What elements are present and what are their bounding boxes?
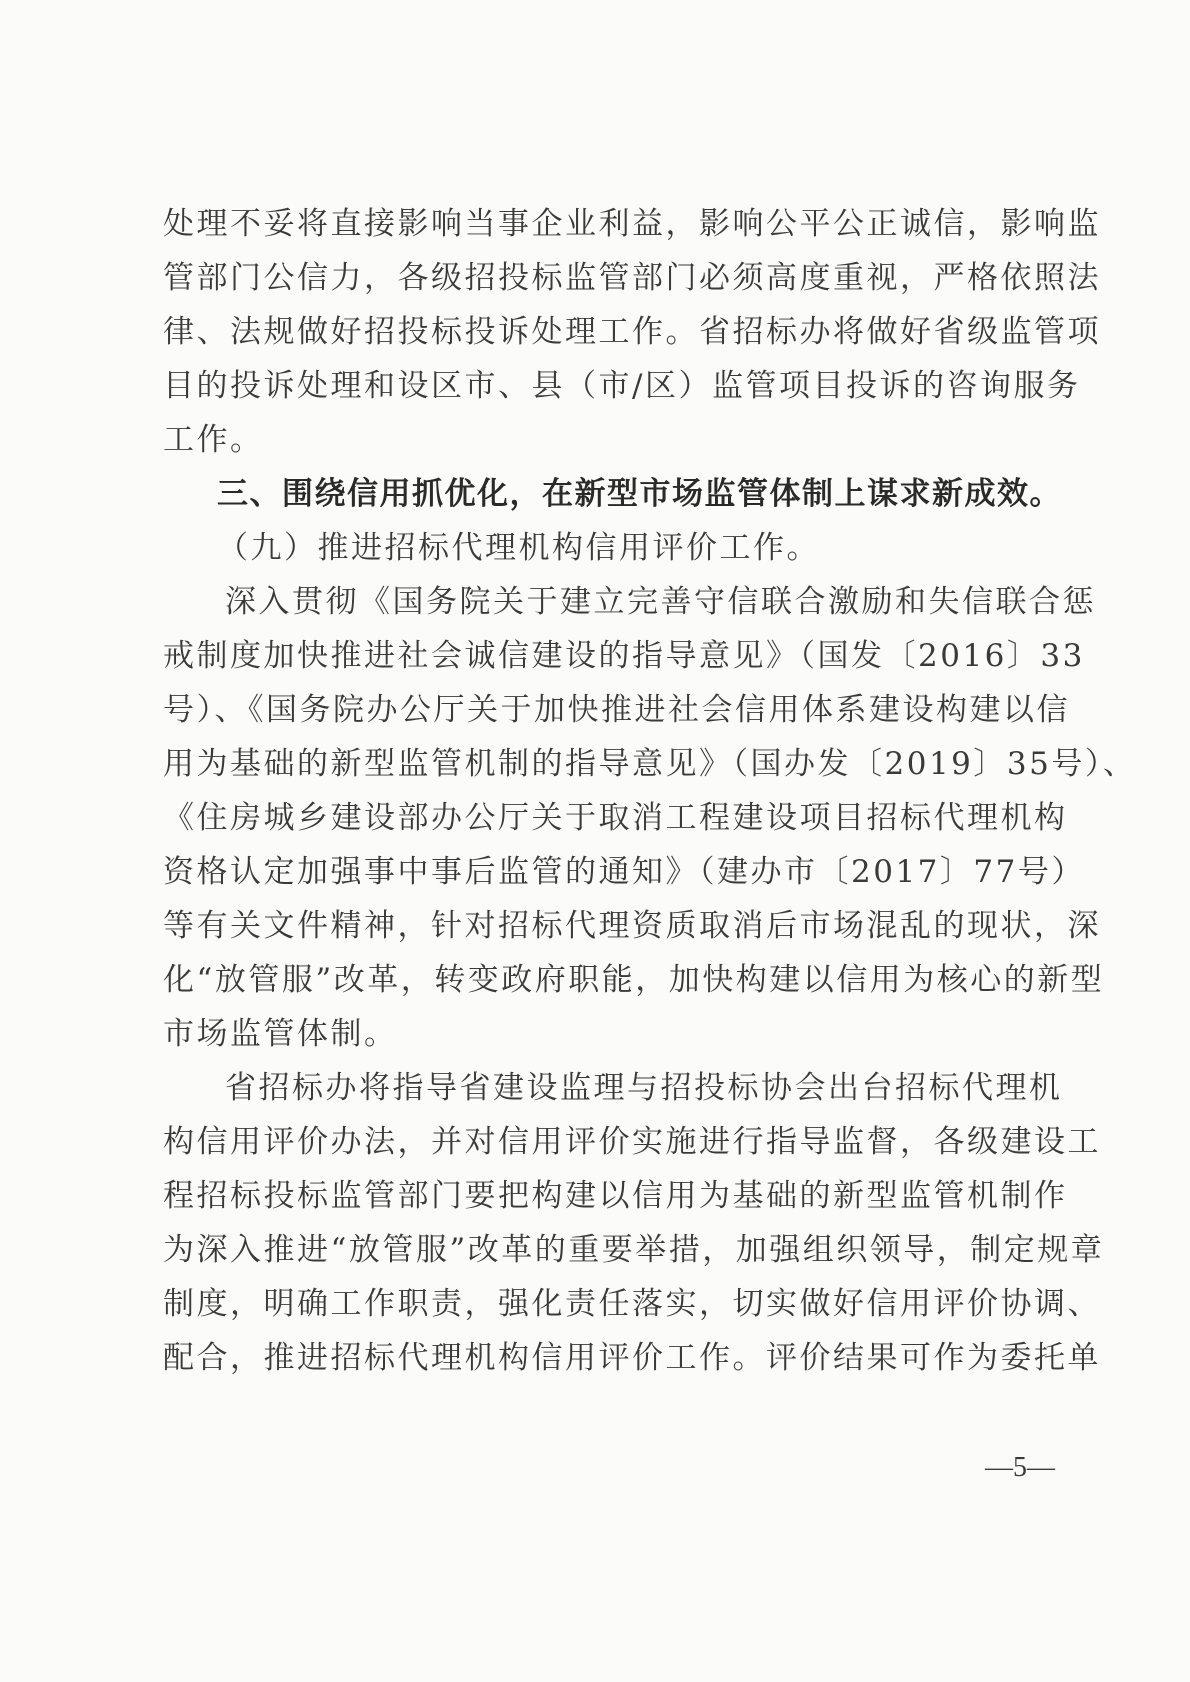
text-line: 深入贯彻《国务院关于建立完善守信联合激励和失信联合惩 — [225, 584, 1096, 620]
subsection-heading: （九）推进招标代理机构信用评价工作。 — [217, 530, 820, 566]
text-line: 配合，推进招标代理机构信用评价工作。评价结果可作为委托单 — [163, 1340, 1101, 1376]
text-line: 制度，明确工作职责，强化责任落实，切实做好信用评价协调、 — [163, 1286, 1101, 1322]
text-line: 市场监管体制。 — [163, 1016, 398, 1052]
text-line: 戒制度加快推进社会诚信建设的指导意见》（国发〔2016〕33 — [163, 638, 1085, 674]
text-line: 省招标办将指导省建设监理与招投标协会出台招标代理机 — [225, 1070, 1063, 1106]
text-line: 为深入推进“放管服”改革的重要举措，加强组织领导，制定规章 — [163, 1232, 1105, 1268]
text-line: 目的投诉处理和设区市、县（市/区）监管项目投诉的咨询服务 — [163, 368, 1081, 404]
text-line: 化“放管服”改革，转变政府职能，加快构建以信用为核心的新型 — [163, 962, 1105, 998]
text-line: 处理不妥将直接影响当事企业利益，影响公平公正诚信，影响监 — [163, 206, 1101, 242]
text-line: 工作。 — [163, 422, 264, 458]
text-line: 构信用评价办法，并对信用评价实施进行指导监督，各级建设工 — [163, 1124, 1101, 1160]
text-line: 《住房城乡建设部办公厅关于取消工程建设项目招标代理机构 — [163, 800, 1068, 836]
text-line: 用为基础的新型监管机制的指导意见》（国办发〔2019〕35号）、 — [163, 746, 1137, 782]
text-line: 号）、《国务院办公厅关于加快推进社会信用体系建设构建以信 — [163, 692, 1070, 728]
section-heading: 三、围绕信用抓优化，在新型市场监管体制上谋求新成效。 — [217, 476, 1062, 512]
page-number: —5— — [985, 1452, 1055, 1483]
text-line: 资格认定加强事中事后监管的通知》（建办市〔2017〕77号） — [163, 854, 1085, 890]
text-line: 管部门公信力，各级招投标监管部门必须高度重视，严格依照法 — [163, 260, 1101, 296]
text-line: 等有关文件精神，针对招标代理资质取消后市场混乱的现状，深 — [163, 908, 1101, 944]
text-line: 律、法规做好招投标投诉处理工作。省招标办将做好省级监管项 — [163, 314, 1101, 350]
text-line: 程招标投标监管部门要把构建以信用为基础的新型监管机制作 — [163, 1178, 1068, 1214]
